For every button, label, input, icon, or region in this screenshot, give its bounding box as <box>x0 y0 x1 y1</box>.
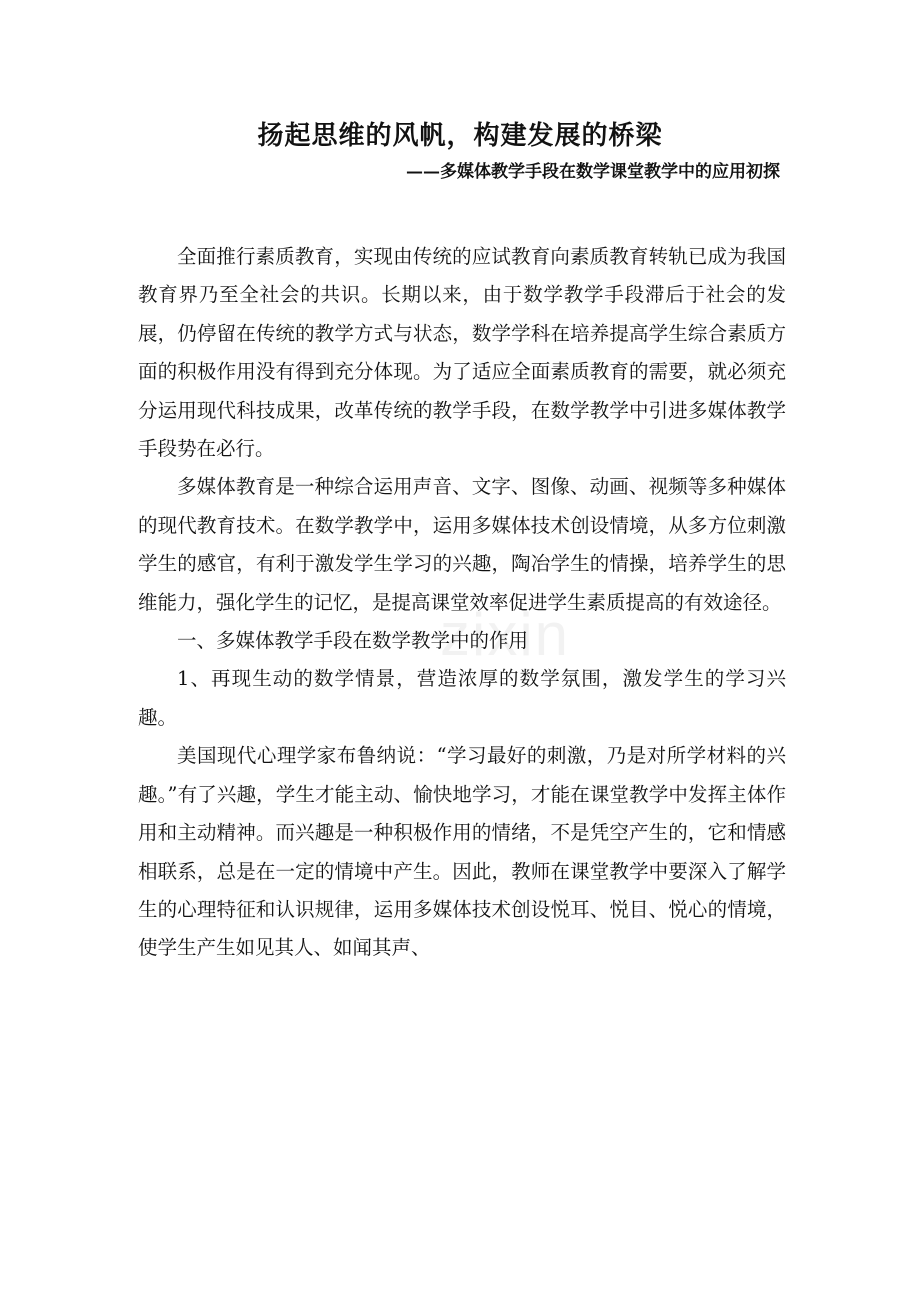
paragraph-multimedia-definition: 多媒体教育是一种综合运用声音、文字、图像、动画、视频等多种媒体的现代教育技术。在数学教学中，运用多媒体技术创设情境，从多方位刺激学生的感官，有利于激发学生学习的兴趣，陶冶学生的情操，培养学生的思维能力，强化学生的记忆，是提高课堂效率促进学生素质提高的有效途径。 <box>138 475 786 614</box>
paragraph-bruner-quote: 美国现代心理学家布鲁纳说：“学习最好的刺激，乃是对所学材料的兴趣。”有了兴趣，学生才能主动、愉快地学习，才能在课堂教学中发挥主体作用和主动精神。而兴趣是一种积极作用的情绪，不是凭空产生的，它和情感相联系，总是在一定的情境中产生。因此，教师在课堂教学中要深入了解学生的心理特征和认识规律，运用多媒体技术创设悦耳、悦目、悦心的情境，使学生产生如见其人、如闻其声、 <box>138 744 786 960</box>
document-body <box>138 238 786 968</box>
watermark: zixin <box>440 601 571 668</box>
page-title: 扬起思维的风帆，构建发展的桥梁 <box>257 121 663 151</box>
paragraph-intro: 全面推行素质教育，实现由传统的应试教育向素质教育转轨已成为我国教育界乃至全社会的共识。长期以来，由于数学教学手段滞后于社会的发展，仍停留在传统的教学方式与状态，数学学科在培养提高学生综合素质方面的积极作用没有得到充分体现。为了适应全面素质教育的需要，就必须充分运用现代科技成果，改革传统的教学手段，在数学教学中引进多媒体教学手段势在必行。 <box>138 245 786 461</box>
section-heading-1: 一、多媒体教学手段在数学教学中的作用 <box>177 629 529 653</box>
subsection-heading-1-1: 1、再现生动的数学情景，营造浓厚的数学氛围，激发学生的学习兴趣。 <box>138 667 786 729</box>
page-subtitle: ——多媒体教学手段在数学课堂教学中的应用初探 <box>406 162 780 182</box>
